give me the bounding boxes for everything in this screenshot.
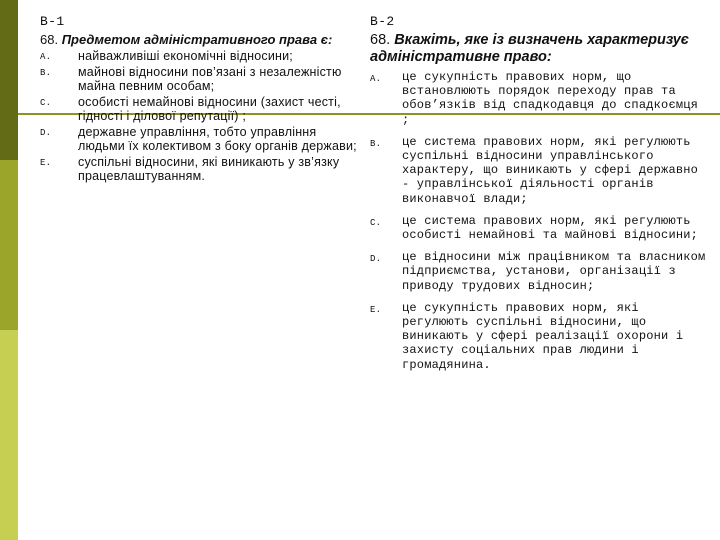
- option-text: це система правових норм, які регулюють особисті немайнові та майнові відносини;: [402, 213, 699, 243]
- question: [40, 32, 358, 47]
- option-letter: B.: [40, 67, 52, 78]
- answer-options: [40, 49, 358, 184]
- sidebar-stripe: [0, 0, 18, 540]
- answer-option: [40, 155, 358, 184]
- sidebar-band-dark: [0, 0, 18, 160]
- option-letter: E.: [40, 157, 52, 168]
- answer-option: [40, 65, 358, 94]
- option-text: майнові відносини пов’язані з незалежністю майна певним особам;: [78, 64, 342, 93]
- option-letter: C.: [370, 217, 382, 228]
- option-letter: D.: [40, 127, 52, 138]
- option-letter: A.: [40, 52, 52, 62]
- option-text: це відносини між працівником та власником підприємства, установи, організації з приводу трудових відносин;: [402, 250, 706, 293]
- option-letter: C.: [40, 97, 52, 108]
- right-column: [370, 14, 708, 380]
- answer-option: [370, 250, 708, 293]
- answer-option: [40, 125, 358, 154]
- answer-option: [370, 70, 708, 127]
- option-text: найважливіші економічні відносини;: [78, 49, 293, 63]
- option-text: суспільні відносини, які виникають у зв’язку працевлаштуванням.: [78, 154, 340, 183]
- option-letter: B.: [370, 138, 382, 149]
- question-text: Вкажіть, яке із визначень характеризує адміністративне право:: [370, 32, 689, 65]
- option-letter: E.: [370, 304, 382, 315]
- option-text: особисті немайнові відносини (захист честі, гідності і ділової репутації) ;: [78, 94, 341, 123]
- sidebar-band-mid: [0, 160, 18, 330]
- question-number: 68.: [370, 32, 391, 48]
- sidebar-band-light: [0, 330, 18, 540]
- answer-option: [370, 135, 708, 206]
- question-text: Предметом адміністративного права є:: [61, 32, 333, 47]
- option-text: це сукупність правових норм, що встановлюють порядок переходу прав та обов’язків від спадкодавця до спадкоємця ;: [402, 70, 699, 127]
- variant-label: B-2: [370, 14, 395, 29]
- option-letter: D.: [370, 254, 382, 265]
- option-letter: A.: [370, 74, 382, 84]
- answer-option: [370, 214, 708, 242]
- answer-option: [40, 95, 358, 124]
- variant-label: B-1: [40, 14, 65, 29]
- question: [370, 32, 708, 66]
- answer-option: [40, 49, 358, 64]
- answer-options: [370, 70, 708, 372]
- option-text: це система правових норм, які регулюють суспільні відносини управлінського характеру, що виникають у сфері державно - управлінської діяльності органів виконавчої влади;: [402, 134, 699, 206]
- answer-option: [370, 301, 708, 372]
- question-number: 68.: [40, 32, 59, 47]
- option-text: це сукупність правових норм, які регулюють суспільні відносини, що виникають у сфері реалізації охорони і захисту соціальних прав людини і громадянина.: [402, 300, 684, 372]
- option-text: державне управління, тобто управління людьми їх колективом з боку органів держави;: [78, 124, 357, 153]
- left-column: [40, 14, 358, 185]
